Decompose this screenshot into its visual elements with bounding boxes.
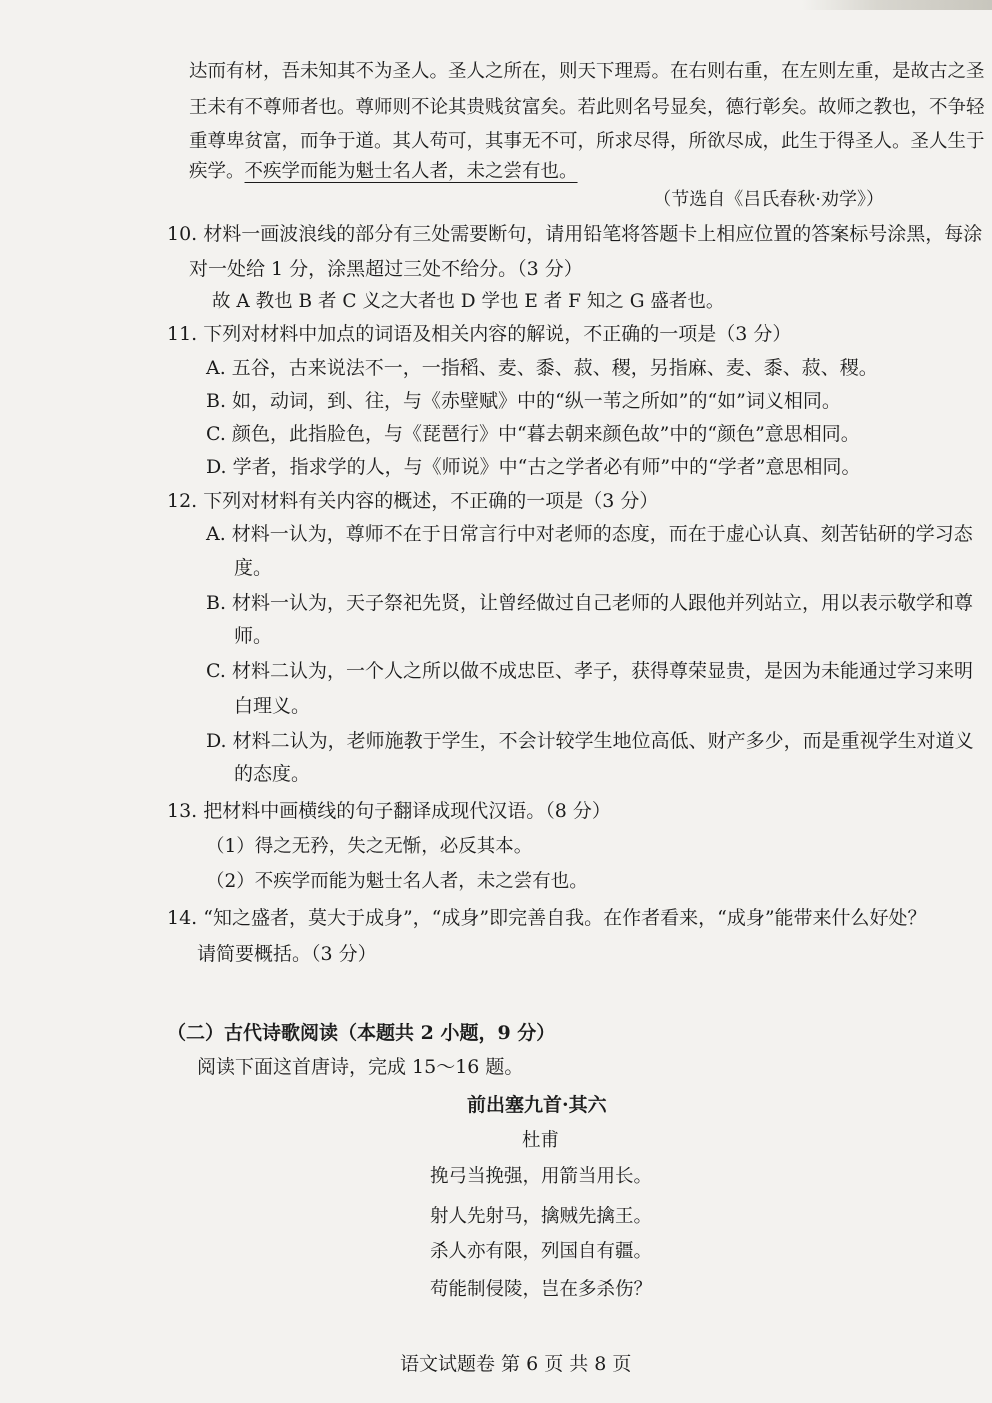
passage-line-2: 王未有不尊师者也。尊师则不论其贵贱贫富矣。若此则名号显矣，德行彰矣。故师之教也，不争轻 <box>189 97 985 118</box>
poem-line-4: 苟能制侵陵，岂在多杀伤？ <box>430 1279 653 1300</box>
scan-edge-shadow <box>802 0 992 10</box>
passage-line-4-start: 疾学。 <box>189 161 245 182</box>
section-instruction: 阅读下面这首唐诗，完成 15～16 题。 <box>197 1056 524 1078</box>
q11-option-a: A. 五谷，古来说法不一，一指稻、麦、黍、菽、稷，另指麻、麦、黍、菽、稷。 <box>206 357 878 379</box>
q12-option-d-cont: 的态度。 <box>234 763 311 785</box>
underlined-sentence: 不疾学而能为魁士名人者，未之尝有也。 <box>244 161 578 182</box>
q10-sentence: 故 A 教也 B 者 C 义之大者也 D 学也 E 者 F 知之 G 盛者也。 <box>212 291 725 312</box>
q14-line-1: 14. “知之盛者，莫大于成身”，“成身”即完善自我。在作者看来，“成身”能带来什么好处？ <box>167 907 927 929</box>
passage-line-4 <box>189 160 578 184</box>
poem-title: 前出塞九首·其六 <box>467 1094 607 1116</box>
q12-option-a: A. 材料一认为，尊师不在于日常言行中对老师的态度，而在于虚心认真、刻苦钻研的学习态 <box>206 523 973 545</box>
passage-line-3: 重尊卑贫富，而争于道。其人苟可，其事无不可，所求尽得，所欲尽成，此生于得圣人。圣人生于 <box>189 131 985 152</box>
q14-line-2: 请简要概括。（3 分） <box>197 943 377 965</box>
q12-option-a-cont: 度。 <box>234 557 273 579</box>
q12-option-b-cont: 师。 <box>234 625 273 647</box>
q12-option-d: D. 材料二认为，老师施教于学生，不会计较学生地位高低、财产多少，而是重视学生对道义 <box>206 730 974 752</box>
q12-stem: 12. 下列对材料有关内容的概述，不正确的一项是（3 分） <box>167 490 659 512</box>
q12-option-c: C. 材料二认为，一个人之所以做不成忠臣、孝子，获得尊荣显贵，是因为未能通过学习来明 <box>206 660 973 682</box>
q13-sentence-2: （2）不疾学而能为魁士名人者，未之尝有也。 <box>206 871 588 892</box>
q11-option-d: D. 学者，指求学的人，与《师说》中“古之学者必有师”中的“学者”意思相同。 <box>206 456 861 478</box>
page-footer: 语文试题卷 第 6 页 共 8 页 <box>400 1353 632 1375</box>
q10-line-2: 对一处给 1 分，涂黑超过三处不给分。（3 分） <box>189 258 583 280</box>
poem-line-3: 杀人亦有限，列国自有疆。 <box>430 1241 653 1262</box>
poem-line-1: 挽弓当挽强，用箭当用长。 <box>430 1166 653 1187</box>
passage-line-1: 达而有材，吾未知其不为圣人。圣人之所在，则天下理焉。在右则右重，在左则左重，是故古之圣 <box>189 61 985 82</box>
q11-option-c: C. 颜色，此指脸色，与《琵琶行》中“暮去朝来颜色故”中的“颜色”意思相同。 <box>206 423 860 445</box>
q13-stem: 13. 把材料中画横线的句子翻译成现代汉语。（8 分） <box>167 800 611 822</box>
poem-author: 杜甫 <box>522 1130 560 1151</box>
q10-line-1: 10. 材料一画波浪线的部分有三处需要断句，请用铅笔将答题卡上相应位置的答案标号涂黑，每涂 <box>167 223 983 245</box>
section-heading: （二）古代诗歌阅读（本题共 2 小题，9 分） <box>167 1022 556 1044</box>
poem-line-2: 射人先射马，擒贼先擒王。 <box>430 1206 653 1227</box>
q12-option-c-cont: 白理义。 <box>234 695 311 717</box>
passage-source: （节选自《吕氏春秋·劝学》） <box>653 189 884 210</box>
q13-sentence-1: （1）得之无矜，失之无惭，必反其本。 <box>206 836 533 857</box>
q11-stem: 11. 下列对材料中加点的词语及相关内容的解说，不正确的一项是（3 分） <box>167 323 792 345</box>
q11-option-b: B. 如，动词，到、往，与《赤壁赋》中的“纵一苇之所如”的“如”词义相同。 <box>206 390 841 412</box>
q12-option-b: B. 材料一认为，天子祭祀先贤，让曾经做过自己老师的人跟他并列站立，用以表示敬学和尊 <box>206 592 974 614</box>
